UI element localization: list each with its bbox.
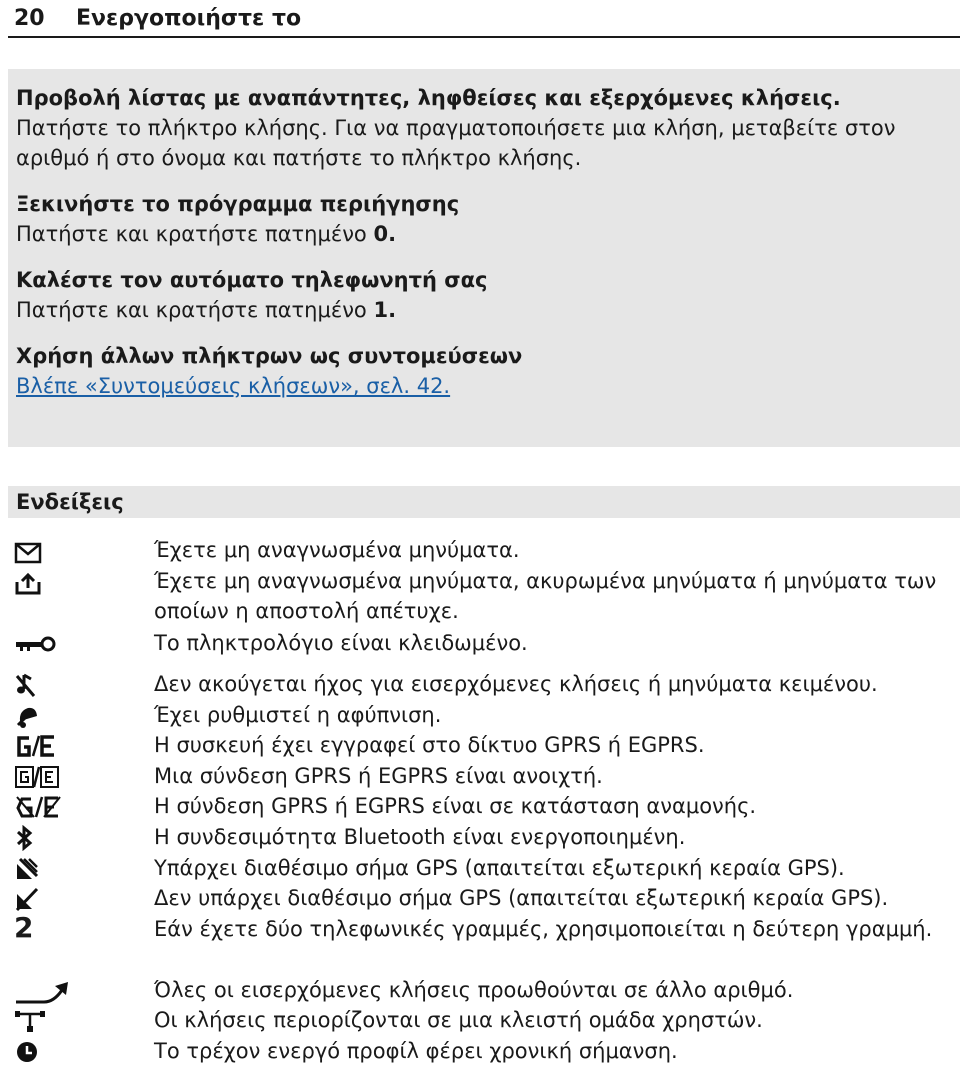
gprs-suspended-icon	[14, 793, 74, 821]
box-heading-browser: Ξεκινήστε το πρόγραμμα περιήγησης	[16, 192, 460, 216]
indicator-text: Έχετε μη αναγνωσμένα μηνύματα, ακυρωμένα μηνύματα ή μηνύματα των οποίων η αποστολή απέτυχε.	[154, 569, 937, 623]
indicator-text: Η συσκευή έχει εγγραφεί στο δίκτυο GPRS ή EGPRS.	[154, 733, 705, 757]
indicators-title: Ενδείξεις	[16, 490, 124, 514]
indicator-text: Το τρέχον ενεργό προφίλ φέρει χρονική σήμανση.	[154, 1039, 678, 1063]
shortcuts-box	[8, 69, 960, 447]
bluetooth-icon	[14, 824, 74, 852]
indicator-text: Η συνδεσιμότητα Bluetooth είναι ενεργοποιημένη.	[154, 825, 686, 849]
indicator-text: Έχετε μη αναγνωσμένα μηνύματα.	[154, 538, 520, 562]
box-text-call-log: Πατήστε το πλήκτρο κλήσης. Για να πραγματοποιήσετε μια κλήση, μεταβείτε στον αριθμό ή στο όνομα και πατήστε το πλήκτρο κλήσης.	[16, 116, 896, 170]
box-text-browser: Πατήστε και κρατήστε πατημένο 0.	[16, 222, 397, 246]
gprs-registered-icon	[14, 732, 74, 760]
indicator-text: Δεν υπάρχει διαθέσιμο σήμα GPS (απαιτείται εξωτερική κεραία GPS).	[154, 886, 889, 910]
indicator-text: Οι κλήσεις περιορίζονται σε μια κλειστή ομάδα χρηστών.	[154, 1008, 763, 1032]
page-header	[8, 0, 960, 38]
silent-icon	[14, 671, 74, 699]
indicator-text: Το πληκτρολόγιο είναι κλειδωμένο.	[154, 631, 528, 655]
line-two-icon: 2	[14, 911, 34, 944]
indicators-section-header	[8, 486, 960, 518]
gprs-open-icon	[14, 763, 74, 791]
gps-no-signal-icon	[14, 885, 74, 913]
indicator-text: Δεν ακούγεται ήχος για εισερχόμενες κλήσεις ή μηνύματα κειμένου.	[154, 672, 878, 696]
envelope-icon	[14, 539, 74, 567]
call-divert-icon	[14, 979, 74, 1007]
closed-group-icon	[14, 1007, 74, 1035]
gps-signal-icon	[14, 855, 74, 883]
keylock-icon	[14, 630, 74, 658]
alarm-icon	[14, 702, 74, 730]
box-heading-shortcuts: Χρήση άλλων πλήκτρων ως συντομεύσεων	[16, 344, 523, 368]
indicator-text: Εάν έχετε δύο τηλεφωνικές γραμμές, χρησιμοποιείται η δεύτερη γραμμή.	[154, 917, 933, 941]
indicator-text: Μια σύνδεση GPRS ή EGPRS είναι ανοιχτή.	[154, 764, 603, 788]
indicator-text: Έχει ρυθμιστεί η αφύπνιση.	[154, 703, 442, 727]
key-zero: 0.	[373, 222, 397, 246]
indicator-text: Όλες οι εισερχόμενες κλήσεις προωθούνται σε άλλο αριθμό.	[154, 978, 794, 1002]
page-title: Ενεργοποιήστε το	[76, 5, 302, 31]
indicator-text: Υπάρχει διαθέσιμο σήμα GPS (απαιτείται εξωτερική κεραία GPS).	[154, 856, 845, 880]
speed-dial-link[interactable]: Βλέπε «Συντομεύσεις κλήσεων», σελ. 42.	[16, 374, 451, 398]
box-heading-voicemail: Καλέστε τον αυτόματο τηλεφωνητή σας	[16, 268, 488, 292]
outbox-icon	[14, 570, 74, 598]
box-heading-call-log: Προβολή λίστας με αναπάντητες, ληφθείσες και εξερχόμενες κλήσεις.	[16, 86, 841, 110]
indicator-text: Η σύνδεση GPRS ή EGPRS είναι σε κατάσταση αναμονής.	[154, 794, 757, 818]
box-text-voicemail: Πατήστε και κρατήστε πατημένο 1.	[16, 298, 397, 322]
key-one: 1.	[373, 298, 397, 322]
timed-profile-icon	[14, 1038, 74, 1066]
page-number: 20	[14, 5, 45, 31]
